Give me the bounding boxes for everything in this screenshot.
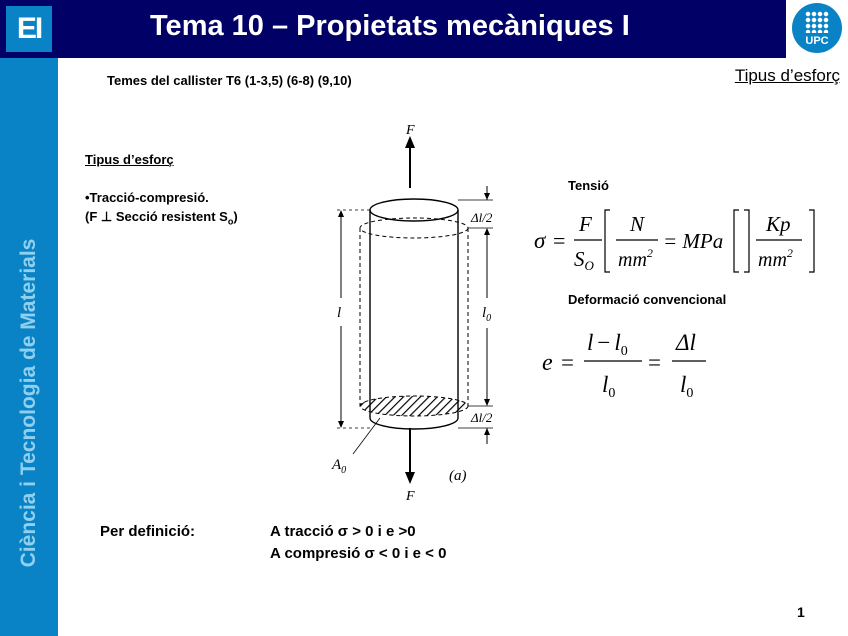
stress-unit-N: N: [630, 212, 645, 236]
label-delta-l-top: Δl/2: [471, 210, 493, 225]
stress-mpa: = MPa: [663, 229, 724, 253]
strain-delta-l: Δl: [676, 330, 696, 355]
stress-numerator-F: F: [579, 212, 592, 236]
upc-logo-circle: [792, 3, 842, 53]
strain-label: Deformació convencional: [568, 292, 727, 307]
section-title: Tipus d’esforç: [734, 66, 840, 85]
bullet2-prefix: (F: [85, 209, 101, 224]
stress-label: Tensió: [568, 178, 609, 193]
bullet2-suffix: ): [233, 209, 238, 224]
perpendicular-symbol: ⊥: [100, 209, 113, 224]
sidebar-course-name: Ciència i Tecnologia de Materials: [17, 238, 40, 568]
eel-logo-mark: EI: [6, 6, 52, 52]
force-arrow-down: [405, 472, 415, 484]
force-label-bottom: F: [406, 489, 415, 504]
bullet2-subscript: o: [227, 216, 234, 227]
strain-equals-2: =: [648, 350, 661, 375]
tension-cylinder-figure: [325, 118, 505, 510]
bullet2-middle: Secció resistent S: [112, 209, 228, 224]
force-label-top: F: [406, 123, 415, 138]
label-original-length: $l_0$: [482, 305, 492, 324]
strain-numerator: $l - l_0$: [587, 330, 628, 359]
slide-title: Tema 10 – Propietats mecàniques I: [150, 10, 630, 42]
strain-e: e: [542, 350, 553, 376]
stress-unit-Kp: Kp: [766, 212, 791, 236]
upc-logo-text: UPC: [805, 35, 829, 47]
bullet-traction-compression: •Tracció-compresió.: [85, 190, 209, 205]
label-area-A0: $A_0$: [332, 457, 347, 476]
eel-logo: [0, 0, 58, 58]
upc-logo-dots: [805, 11, 829, 33]
upc-logo: [786, 0, 848, 58]
sidebar: [0, 58, 58, 636]
cross-section-area: [360, 396, 468, 416]
bullet-perpendicular-section: [85, 209, 238, 227]
label-delta-l-bottom: Δl/2: [471, 410, 493, 425]
page-number: 1: [797, 604, 805, 620]
definition-compression: A compresió σ < 0 i e < 0: [270, 545, 447, 562]
stress-sigma: σ: [534, 228, 546, 253]
body-heading: Tipus d’esforç: [85, 152, 174, 167]
stress-equals: =: [553, 228, 566, 253]
strain-formula: [538, 322, 728, 406]
strain-equals: =: [561, 350, 574, 375]
stress-denominator-S: SO: [574, 247, 594, 273]
stress-unit-mm2: $mm^2$: [618, 246, 653, 271]
label-length: l: [337, 305, 342, 321]
definition-label: Per definició:: [100, 523, 196, 540]
strain-denominator-2: $l_0$: [680, 372, 694, 401]
definition-traction: A tracció σ > 0 i e >0: [270, 523, 416, 540]
strain-denominator: $l_0$: [602, 372, 616, 401]
topics-reference: Temes del callister T6 (1-3,5) (6-8) (9,10): [107, 73, 352, 88]
stress-formula: [532, 204, 822, 278]
figure-panel-label: (a): [449, 468, 467, 484]
stress-unit-mm2-kp: $mm^2$: [758, 246, 793, 271]
